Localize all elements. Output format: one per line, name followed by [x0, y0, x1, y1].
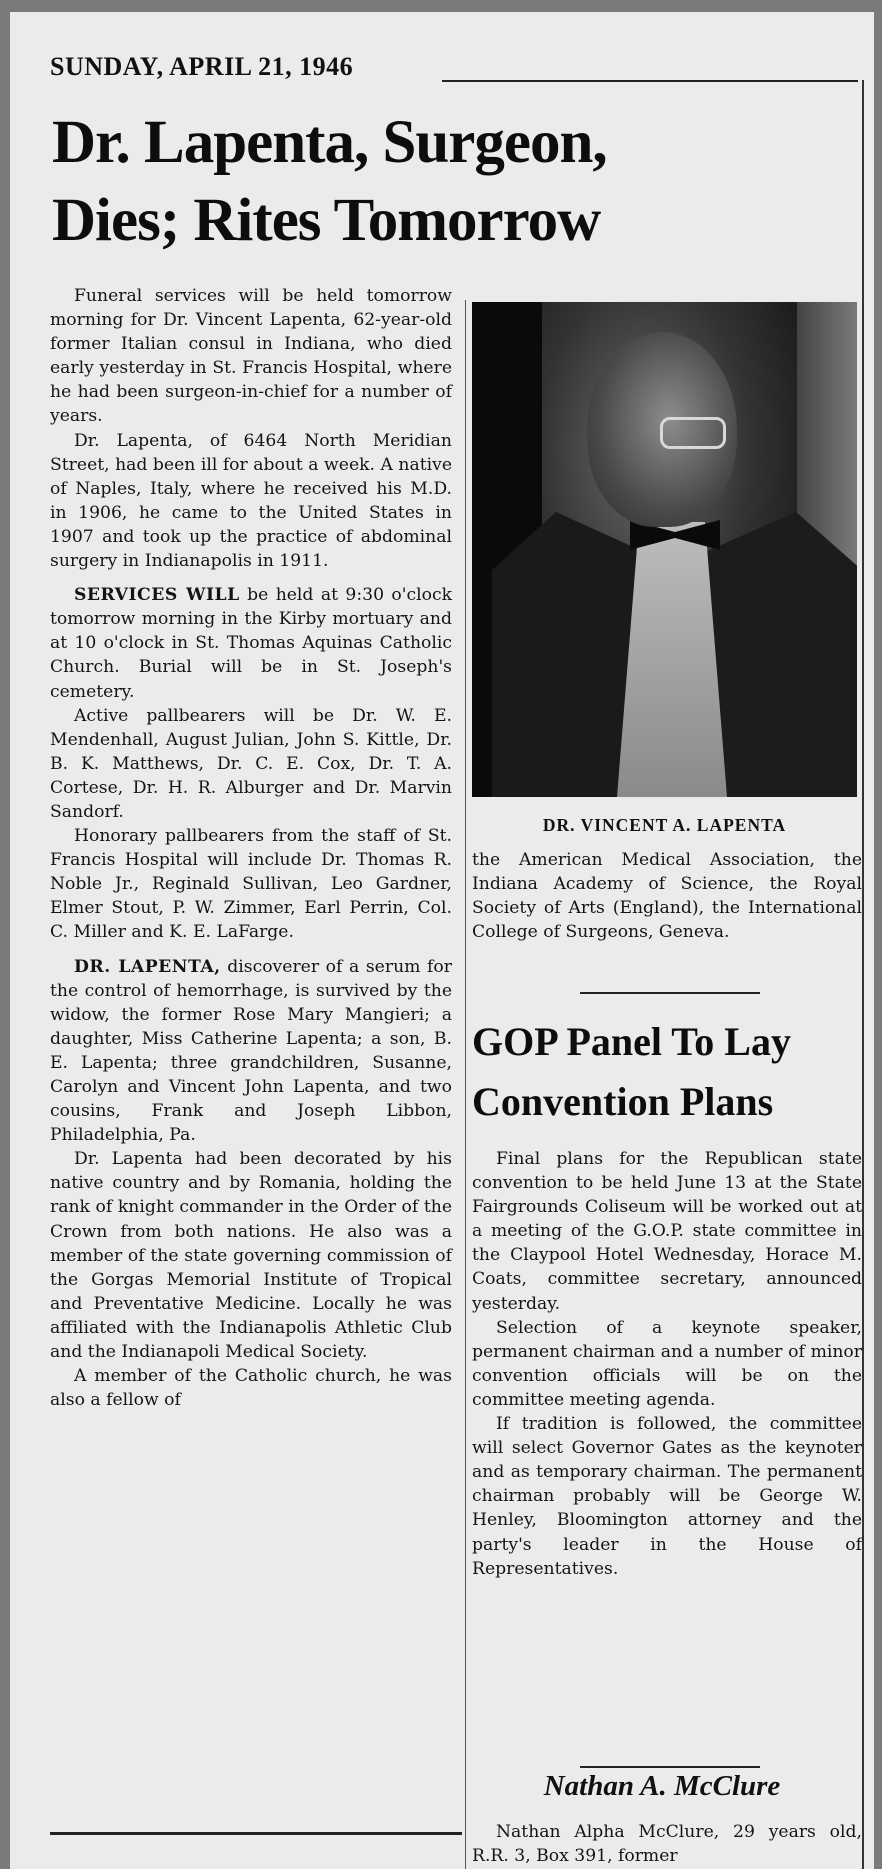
section-rule [580, 992, 760, 994]
photo-caption: DR. VINCENT A. LAPENTA [542, 815, 787, 835]
main-article-column [50, 284, 452, 1412]
article-paragraph: Final plans for the Republican state convention to be held June 13 at the State Fairgrounds Coliseum will be worked out at a meeting of the G.O.P. state committee in the Claypool Hotel Wednesday, Horace M. Coats, committee secretary, announced yesterday. [472, 1149, 862, 1314]
continued-paragraph: the American Medical Association, the Indiana Academy of Science, the Royal Society of Arts (England), the International College of Surgeons, Geneva. [472, 850, 862, 943]
article-paragraph: Active pallbearers will be Dr. W. E. Mendenhall, August Julian, John S. Kittle, Dr. B. K. Matthews, Dr. C. E. Cox, Dr. T. A. Cortese, Dr. H. R. Alburger and Dr. Marvin Sandorf. [50, 705, 452, 822]
gop-headline [472, 1012, 864, 1132]
article-paragraph: Funeral services will be held tomorrow morning for Dr. Vincent Lapenta, 62-year-old former Italian consul in Indiana, who died early yesterday in St. Francis Hospital, where he had been surgeon-in-chief for a number of years. [50, 286, 452, 427]
dateline: SUNDAY, APRIL 21, 1946 [50, 52, 354, 81]
article-paragraph: Dr. Lapenta, of 6464 North Meridian Street, had been ill for about a week. A native of Naples, Italy, where he received his M.D. in 1906, he came to the United States in 1907 and took up the practice of abdominal surgery in Indianapolis in 1911. [50, 430, 452, 572]
article-paragraph: A member of the Catholic church, he was also a fellow of [50, 1366, 452, 1411]
newspaper-page [10, 12, 874, 1869]
article-continuation [472, 848, 862, 944]
obituary-headline: Nathan A. McClure [543, 1770, 781, 1802]
column-divider [465, 300, 466, 1869]
cropped-headline-fragment [50, 1848, 462, 1869]
article-paragraph: If tradition is followed, the committee will select Governor Gates as the keynoter and as temporary chairman. The permanent chairman probably will be George W. Henley, Bloomington attorney and the party's leader in the House of Representatives. [472, 1414, 862, 1579]
article-paragraph: Honorary pallbearers from the staff of St. Francis Hospital will include Dr. Thomas R. Noble Jr., Reginald Sullivan, Leo Gardner, Elmer Stout, P. W. Zimmer, Earl Perrin, Col. C. Miller and K. E. LaFarge. [50, 826, 452, 943]
headline-line-1: Dr. Lapenta, Surgeon, [52, 109, 607, 176]
page-edge-rule [862, 80, 864, 1869]
gop-headline-line-2: Convention Plans [472, 1079, 774, 1124]
section-rule [580, 1766, 760, 1768]
portrait-photo [472, 302, 857, 797]
bottom-rule [50, 1832, 462, 1835]
article-paragraph-survivors: DR. LAPENTA, discoverer of a serum for the control of hemorrhage, is survived by the widow, the former Rose Mary Mangieri; a daughter, Miss Catherine Lapenta; a son, B. E. Lapenta; three grandchildren, Susanne, Carolyn and Vincent John Lapenta, and two cousins, Frank and Joseph Libbon, Philadelphia, Pa. [50, 956, 452, 1146]
article-paragraph-services: SERVICES WILL be held at 9:30 o'clock tomorrow morning in the Kirby mortuary and at 10 o'clock in St. Thomas Aquinas Catholic Church. Burial will be in St. Joseph's cemetery. [50, 585, 452, 702]
dateline-rule [442, 80, 858, 82]
headline-line-2: Dies; Rites Tomorrow [52, 187, 601, 254]
run-in-heading: DR. LAPENTA, [74, 956, 221, 977]
article-paragraph: Nathan Alpha McClure, 29 years old, R.R. 3, Box 391, former [472, 1822, 862, 1867]
gop-article-column [472, 1147, 862, 1581]
article-paragraph: Dr. Lapenta had been decorated by his native country and by Romania, holding the rank of knight commander in the Order of the Crown from both nations. He also was a member of the state governing commission of the Gorgas Memorial Institute of Tropical and Preventative Medicine. Locally he was affiliated with the Indianapolis Athletic Club and the Indianapoli Medical Society. [50, 1149, 452, 1363]
gop-headline-line-1: GOP Panel To Lay [472, 1019, 791, 1064]
article-paragraph: Selection of a keynote speaker, permanent chairman and a number of minor convention officials will be on the committee meeting agenda. [472, 1317, 862, 1410]
run-in-heading: SERVICES WILL [74, 585, 240, 606]
obituary-column [472, 1820, 862, 1868]
main-headline [52, 104, 762, 260]
